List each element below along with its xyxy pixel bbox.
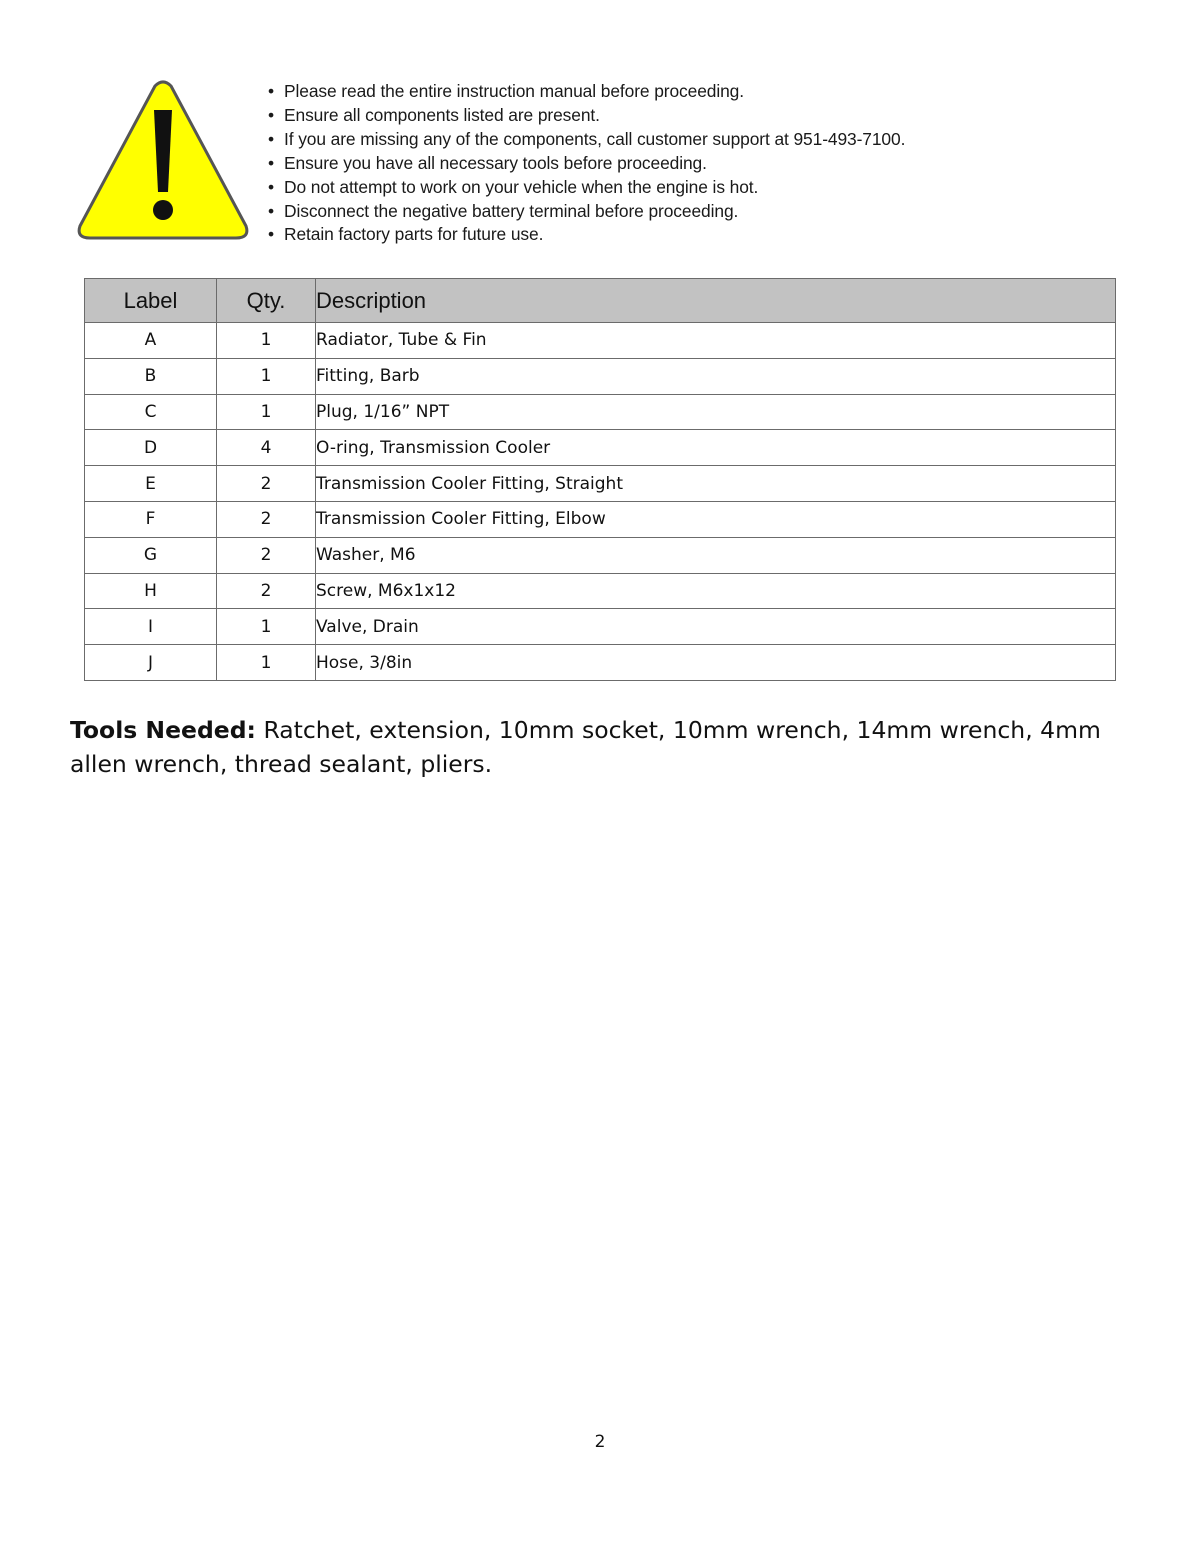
- part-label: F: [85, 501, 217, 537]
- part-qty: 1: [217, 645, 316, 681]
- part-qty: 1: [217, 358, 316, 394]
- part-label: C: [85, 394, 217, 430]
- table-row: [85, 430, 1116, 466]
- qty-column-header: Qty.: [217, 279, 316, 323]
- table-row: [85, 466, 1116, 502]
- parts-table: [84, 278, 1116, 681]
- table-row: [85, 573, 1116, 609]
- part-label: B: [85, 358, 217, 394]
- table-row: [85, 609, 1116, 645]
- description-column-header: Description: [316, 279, 1116, 323]
- warning-list: [268, 80, 905, 247]
- part-qty: 2: [217, 501, 316, 537]
- part-description: Screw, M6x1x12: [316, 573, 1116, 609]
- table-row: [85, 323, 1116, 359]
- part-description: Plug, 1/16” NPT: [316, 394, 1116, 430]
- part-qty: 2: [217, 537, 316, 573]
- part-label: I: [85, 609, 217, 645]
- part-description: Radiator, Tube & Fin: [316, 323, 1116, 359]
- part-description: O-ring, Transmission Cooler: [316, 430, 1116, 466]
- warning-item: • Ensure all components listed are present.: [268, 104, 600, 125]
- page-number: 2: [594, 1432, 606, 1452]
- part-qty: 1: [217, 609, 316, 645]
- part-description: Fitting, Barb: [316, 358, 1116, 394]
- part-label: E: [85, 466, 217, 502]
- part-description: Valve, Drain: [316, 609, 1116, 645]
- table-row: [85, 394, 1116, 430]
- warning-item: • Please read the entire instruction manual before proceeding.: [268, 81, 744, 101]
- part-description: Transmission Cooler Fitting, Elbow: [316, 501, 1116, 537]
- part-description: Washer, M6: [316, 537, 1116, 573]
- warning-item: • If you are missing any of the components, call customer support at 951-493-7100.: [268, 128, 906, 149]
- part-qty: 2: [217, 466, 316, 502]
- part-label: A: [85, 323, 217, 359]
- table-row: [85, 645, 1116, 681]
- tools-list: Ratchet, extension, 10mm socket, 10mm wrench, 14mm wrench, 4mm allen wrench, thread sealant, pliers.: [70, 716, 1101, 778]
- part-description: Transmission Cooler Fitting, Straight: [316, 466, 1116, 502]
- warning-item: • Do not attempt to work on your vehicle when the engine is hot.: [268, 176, 759, 197]
- warning-item: • Retain factory parts for future use.: [268, 224, 544, 245]
- warning-item: • Ensure you have all necessary tools before proceeding.: [268, 152, 707, 173]
- part-label: G: [85, 537, 217, 573]
- table-row: [85, 501, 1116, 537]
- part-qty: 4: [217, 430, 316, 466]
- warning-item: • Disconnect the negative battery terminal before proceeding.: [268, 200, 739, 221]
- part-label: D: [85, 430, 217, 466]
- part-qty: 2: [217, 573, 316, 609]
- part-label: J: [85, 645, 217, 681]
- part-label: H: [85, 573, 217, 609]
- warning-triangle-icon: [76, 80, 250, 242]
- part-description: Hose, 3/8in: [316, 645, 1116, 681]
- label-column-header: Label: [85, 279, 217, 323]
- table-row: [85, 358, 1116, 394]
- tools-heading: Tools Needed:: [70, 716, 256, 744]
- table-header-row: [85, 279, 1116, 323]
- tools-needed: [70, 713, 1140, 781]
- part-qty: 1: [217, 394, 316, 430]
- part-qty: 1: [217, 323, 316, 359]
- table-row: [85, 537, 1116, 573]
